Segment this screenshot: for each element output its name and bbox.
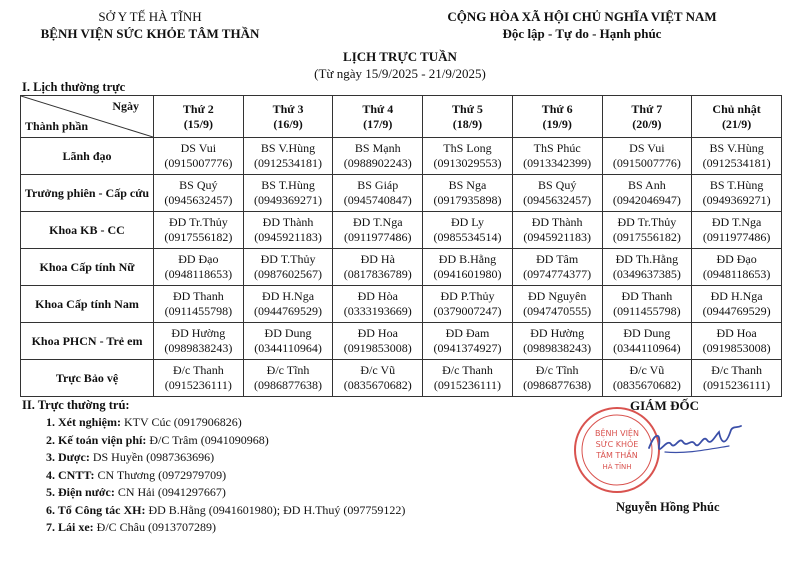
staff-name: ĐD Nguyên	[528, 289, 587, 303]
staff-name: BS Quý	[179, 178, 218, 192]
staff-name: ĐD Tâm	[536, 252, 579, 266]
schedule-cell	[692, 175, 782, 212]
staff-phone: (0941374927)	[433, 341, 502, 355]
staff-name: DS Vui	[180, 141, 217, 155]
day-header: Thứ 6 (19/9)	[512, 96, 602, 138]
staff-name: DS Vui	[629, 141, 665, 155]
staff-phone: (0986877638)	[523, 378, 592, 392]
schedule-cell	[333, 360, 423, 397]
schedule-cell	[512, 286, 602, 323]
staff-name: ĐD Đam	[445, 326, 490, 340]
staff-name: Đ/c Vũ	[629, 363, 665, 377]
staff-name: ThS Long	[443, 141, 492, 155]
schedule-title: LỊCH TRỰC TUẦN	[343, 49, 457, 64]
staff-phone: (0919853008)	[343, 341, 412, 355]
staff-phone: (0835670682)	[612, 378, 681, 392]
schedule-cell	[423, 286, 513, 323]
schedule-cell	[423, 212, 513, 249]
list-item: 5. Điện nước: CN Hải (0941297667)	[46, 485, 226, 499]
staff-name: ĐD Ly	[450, 215, 484, 229]
schedule-cell	[423, 249, 513, 286]
staff-name: Đ/c Thanh	[172, 363, 224, 377]
svg-text:HÀ TĨNH: HÀ TĨNH	[602, 463, 632, 471]
schedule-cell	[243, 138, 333, 175]
table-row	[21, 249, 782, 286]
staff-phone: (0915236111)	[433, 378, 502, 392]
section-2-heading: II. Trực thường trú:	[22, 398, 130, 412]
schedule-cell	[333, 323, 423, 360]
schedule-cell	[692, 286, 782, 323]
org-header	[20, 8, 280, 42]
schedule-cell	[423, 323, 513, 360]
staff-phone: (0911455798)	[164, 304, 233, 318]
schedule-cell	[602, 323, 692, 360]
staff-phone: (0944769529)	[254, 304, 323, 318]
schedule-cell	[333, 175, 423, 212]
staff-phone: (0333193669)	[343, 304, 412, 318]
staff-phone: (0917935898)	[433, 193, 502, 207]
schedule-cell	[154, 212, 244, 249]
staff-name: ĐD Đạo	[716, 252, 757, 266]
day-header: Chủ nhật (21/9)	[692, 96, 782, 138]
schedule-cell	[333, 286, 423, 323]
staff-name: ĐD H.Nga	[710, 289, 763, 303]
staff-phone: (0912534181)	[702, 156, 771, 170]
staff-phone: (0911977486)	[702, 230, 771, 244]
nation-motto: Độc lập - Tự do - Hạnh phúc	[502, 26, 662, 41]
schedule-cell	[154, 286, 244, 323]
staff-phone: (0379007247)	[433, 304, 502, 318]
schedule-cell	[692, 249, 782, 286]
org-parent: SỞ Y TẾ HÀ TĨNH	[98, 9, 202, 24]
staff-name: ĐD Th.Hằng	[615, 252, 679, 266]
staff-name: ĐD Đạo	[178, 252, 219, 266]
staff-name: ĐD Hoa	[357, 326, 398, 340]
row-label: Trực Bảo vệ	[21, 360, 154, 397]
staff-name: ĐD Thanh	[621, 289, 673, 303]
staff-name: ĐD T.Thủy	[260, 252, 316, 266]
section-1-heading: I. Lịch thường trực	[22, 80, 126, 94]
staff-phone: (0917556182)	[612, 230, 681, 244]
row-label: Trưởng phiên - Cấp cứu	[21, 175, 154, 212]
row-label: Khoa KB - CC	[21, 212, 154, 249]
staff-name: ĐD T.Nga	[352, 215, 403, 229]
staff-phone: (0974774377)	[523, 267, 592, 281]
row-label: Khoa Cấp tính Nữ	[21, 249, 154, 286]
staff-name: ĐD Hòa	[357, 289, 398, 303]
nation-name: CỘNG HÒA XÃ HỘI CHỦ NGHĨA VIỆT NAM	[447, 9, 717, 24]
resident-duty-list	[46, 414, 405, 537]
staff-phone: (0941601980)	[433, 267, 502, 281]
staff-phone: (0817836789)	[343, 267, 412, 281]
staff-name: ĐD Hà	[360, 252, 395, 266]
schedule-cell	[243, 323, 333, 360]
table-row	[21, 212, 782, 249]
staff-name: Đ/c Tĩnh	[266, 363, 310, 377]
staff-phone: (0945740847)	[343, 193, 412, 207]
schedule-cell	[512, 249, 602, 286]
director-name: Nguyễn Hồng Phúc	[616, 500, 720, 514]
list-item: 1. Xét nghiệm: KTV Cúc (0917906826)	[46, 415, 242, 429]
staff-phone: (0344110964)	[254, 341, 322, 355]
staff-name: ĐD Dung	[623, 326, 671, 340]
day-header: Thứ 7 (20/9)	[602, 96, 692, 138]
staff-phone: (0915007776)	[164, 156, 233, 170]
schedule-cell	[243, 175, 333, 212]
staff-phone: (0989838243)	[164, 341, 233, 355]
staff-phone: (0947470555)	[523, 304, 592, 318]
table-row	[21, 286, 782, 323]
staff-name: ĐD P.Thủy	[440, 289, 495, 303]
day-header: Thứ 4 (17/9)	[333, 96, 423, 138]
svg-text:TÂM THẦN: TÂM THẦN	[596, 451, 638, 460]
nation-header	[432, 8, 732, 42]
staff-name: BS V.Hùng	[709, 141, 764, 155]
staff-name: BS Anh	[628, 178, 666, 192]
staff-phone: (0913029553)	[433, 156, 502, 170]
staff-phone: (0948118653)	[164, 267, 233, 281]
staff-name: ĐD T.Nga	[711, 215, 762, 229]
staff-phone: (0945921183)	[523, 230, 591, 244]
table-row	[21, 175, 782, 212]
table-row	[21, 323, 782, 360]
staff-phone: (0987602567)	[254, 267, 323, 281]
staff-phone: (0945921183)	[254, 230, 322, 244]
staff-phone: (0349637385)	[612, 267, 681, 281]
schedule-cell	[602, 175, 692, 212]
schedule-cell	[423, 360, 513, 397]
staff-name: ĐD B.Hằng	[438, 252, 497, 266]
schedule-cell	[512, 138, 602, 175]
schedule-cell	[243, 249, 333, 286]
staff-name: ĐD H.Nga	[262, 289, 315, 303]
staff-name: Đ/c Thanh	[442, 363, 493, 377]
staff-phone: (0986877638)	[254, 378, 323, 392]
svg-text:BỆNH VIỆN: BỆNH VIỆN	[595, 429, 639, 438]
row-label: Lãnh đạo	[21, 138, 154, 175]
row-label: Khoa Cấp tính Nam	[21, 286, 154, 323]
staff-name: Đ/c Thanh	[711, 363, 762, 377]
schedule-cell	[154, 138, 244, 175]
staff-name: ĐD Thành	[531, 215, 583, 229]
staff-phone: (0913342399)	[523, 156, 592, 170]
staff-name: BS V.Hùng	[260, 141, 316, 155]
staff-name: Đ/c Tĩnh	[535, 363, 579, 377]
svg-text:SỨC KHỎE: SỨC KHỎE	[595, 440, 639, 449]
staff-phone: (0948118653)	[702, 267, 771, 281]
staff-name: ĐD Thanh	[172, 289, 224, 303]
corner-day-label: Ngày	[112, 99, 139, 113]
day-header: Thứ 3 (16/9)	[243, 96, 333, 138]
staff-name: ĐD Hoa	[716, 326, 757, 340]
staff-phone: (0985534514)	[433, 230, 502, 244]
staff-name: BS Mạnh	[354, 141, 401, 155]
staff-phone: (0915236111)	[164, 378, 232, 392]
list-item: 2. Kế toán viện phí: Đ/C Trâm (0941090968)	[46, 432, 269, 447]
staff-phone: (0911977486)	[343, 230, 412, 244]
staff-phone: (0944769529)	[702, 304, 771, 318]
day-header: Thứ 2 (15/9)	[154, 96, 244, 138]
schedule-cell	[333, 138, 423, 175]
staff-name: ĐD Hường	[530, 326, 585, 340]
schedule-cell	[423, 175, 513, 212]
schedule-cell	[512, 323, 602, 360]
schedule-cell	[243, 286, 333, 323]
schedule-cell	[154, 175, 244, 212]
list-item: 3. Dược: DS Huyền (0987363696)	[46, 450, 215, 464]
duty-schedule-table	[20, 95, 782, 397]
schedule-cell	[602, 360, 692, 397]
schedule-cell	[602, 138, 692, 175]
list-item: 4. CNTT: CN Thương (0972979709)	[46, 467, 227, 482]
schedule-cell	[602, 286, 692, 323]
schedule-cell	[692, 212, 782, 249]
staff-name: BS Quý	[537, 178, 577, 192]
schedule-cell	[692, 323, 782, 360]
staff-phone: (0988902243)	[343, 156, 412, 170]
schedule-cell	[512, 175, 602, 212]
schedule-cell	[154, 323, 244, 360]
corner-cell	[21, 96, 154, 138]
table-row	[21, 138, 782, 175]
staff-name: BS T.Hùng	[709, 178, 764, 192]
staff-phone: (0949369271)	[254, 193, 323, 207]
list-item: 6. Tổ Công tác XH: ĐD B.Hằng (0941601980); ĐD H.Thuý (097759122)	[46, 502, 406, 517]
staff-phone: (0915236111)	[703, 378, 771, 392]
staff-phone: (0835670682)	[343, 378, 412, 392]
staff-name: ĐD Hường	[171, 326, 226, 340]
row-label: Khoa PHCN - Trẻ em	[21, 323, 154, 360]
staff-phone: (0911455798)	[613, 304, 681, 318]
schedule-cell	[602, 212, 692, 249]
schedule-cell	[602, 249, 692, 286]
schedule-cell	[692, 360, 782, 397]
table-row	[21, 360, 782, 397]
staff-phone: (0989838243)	[523, 341, 592, 355]
staff-name: ĐD Thành	[262, 215, 314, 229]
schedule-date-range: (Từ ngày 15/9/2025 - 21/9/2025)	[314, 66, 486, 81]
schedule-cell	[333, 249, 423, 286]
corner-component-label: Thành phần	[25, 119, 89, 133]
staff-phone: (0945632457)	[164, 193, 233, 207]
schedule-cell	[512, 360, 602, 397]
staff-phone: (0344110964)	[613, 341, 681, 355]
staff-phone: (0949369271)	[702, 193, 771, 207]
table-body	[21, 138, 782, 397]
schedule-cell	[243, 212, 333, 249]
day-header: Thứ 5 (18/9)	[423, 96, 513, 138]
schedule-cell	[243, 360, 333, 397]
org-name: BỆNH VIỆN SỨC KHỎE TÂM THẦN	[40, 26, 260, 41]
staff-name: BS Nga	[448, 178, 487, 192]
staff-name: BS Giáp	[357, 178, 399, 192]
staff-name: ĐD Tr.Thủy	[169, 215, 228, 229]
schedule-cell	[333, 212, 423, 249]
director-signature	[645, 418, 745, 468]
staff-phone: (0919853008)	[702, 341, 771, 355]
staff-name: Đ/c Vũ	[360, 363, 396, 377]
schedule-cell	[154, 360, 244, 397]
schedule-cell	[154, 249, 244, 286]
schedule-cell	[423, 138, 513, 175]
staff-name: ThS Phúc	[533, 141, 581, 155]
staff-name: BS T.Hùng	[261, 178, 315, 192]
schedule-cell	[512, 212, 602, 249]
document-title	[250, 48, 550, 82]
staff-phone: (0945632457)	[523, 193, 592, 207]
director-title: GIÁM ĐỐC	[630, 398, 699, 413]
staff-phone: (0912534181)	[254, 156, 323, 170]
list-item: 7. Lái xe: Đ/C Châu (0913707289)	[46, 520, 216, 534]
staff-name: ĐD Dung	[264, 326, 312, 340]
staff-phone: (0917556182)	[164, 230, 233, 244]
staff-name: ĐD Tr.Thủy	[617, 215, 677, 229]
schedule-cell	[692, 138, 782, 175]
staff-phone: (0915007776)	[612, 156, 681, 170]
table-header-row	[21, 96, 782, 138]
staff-phone: (0942046947)	[612, 193, 681, 207]
